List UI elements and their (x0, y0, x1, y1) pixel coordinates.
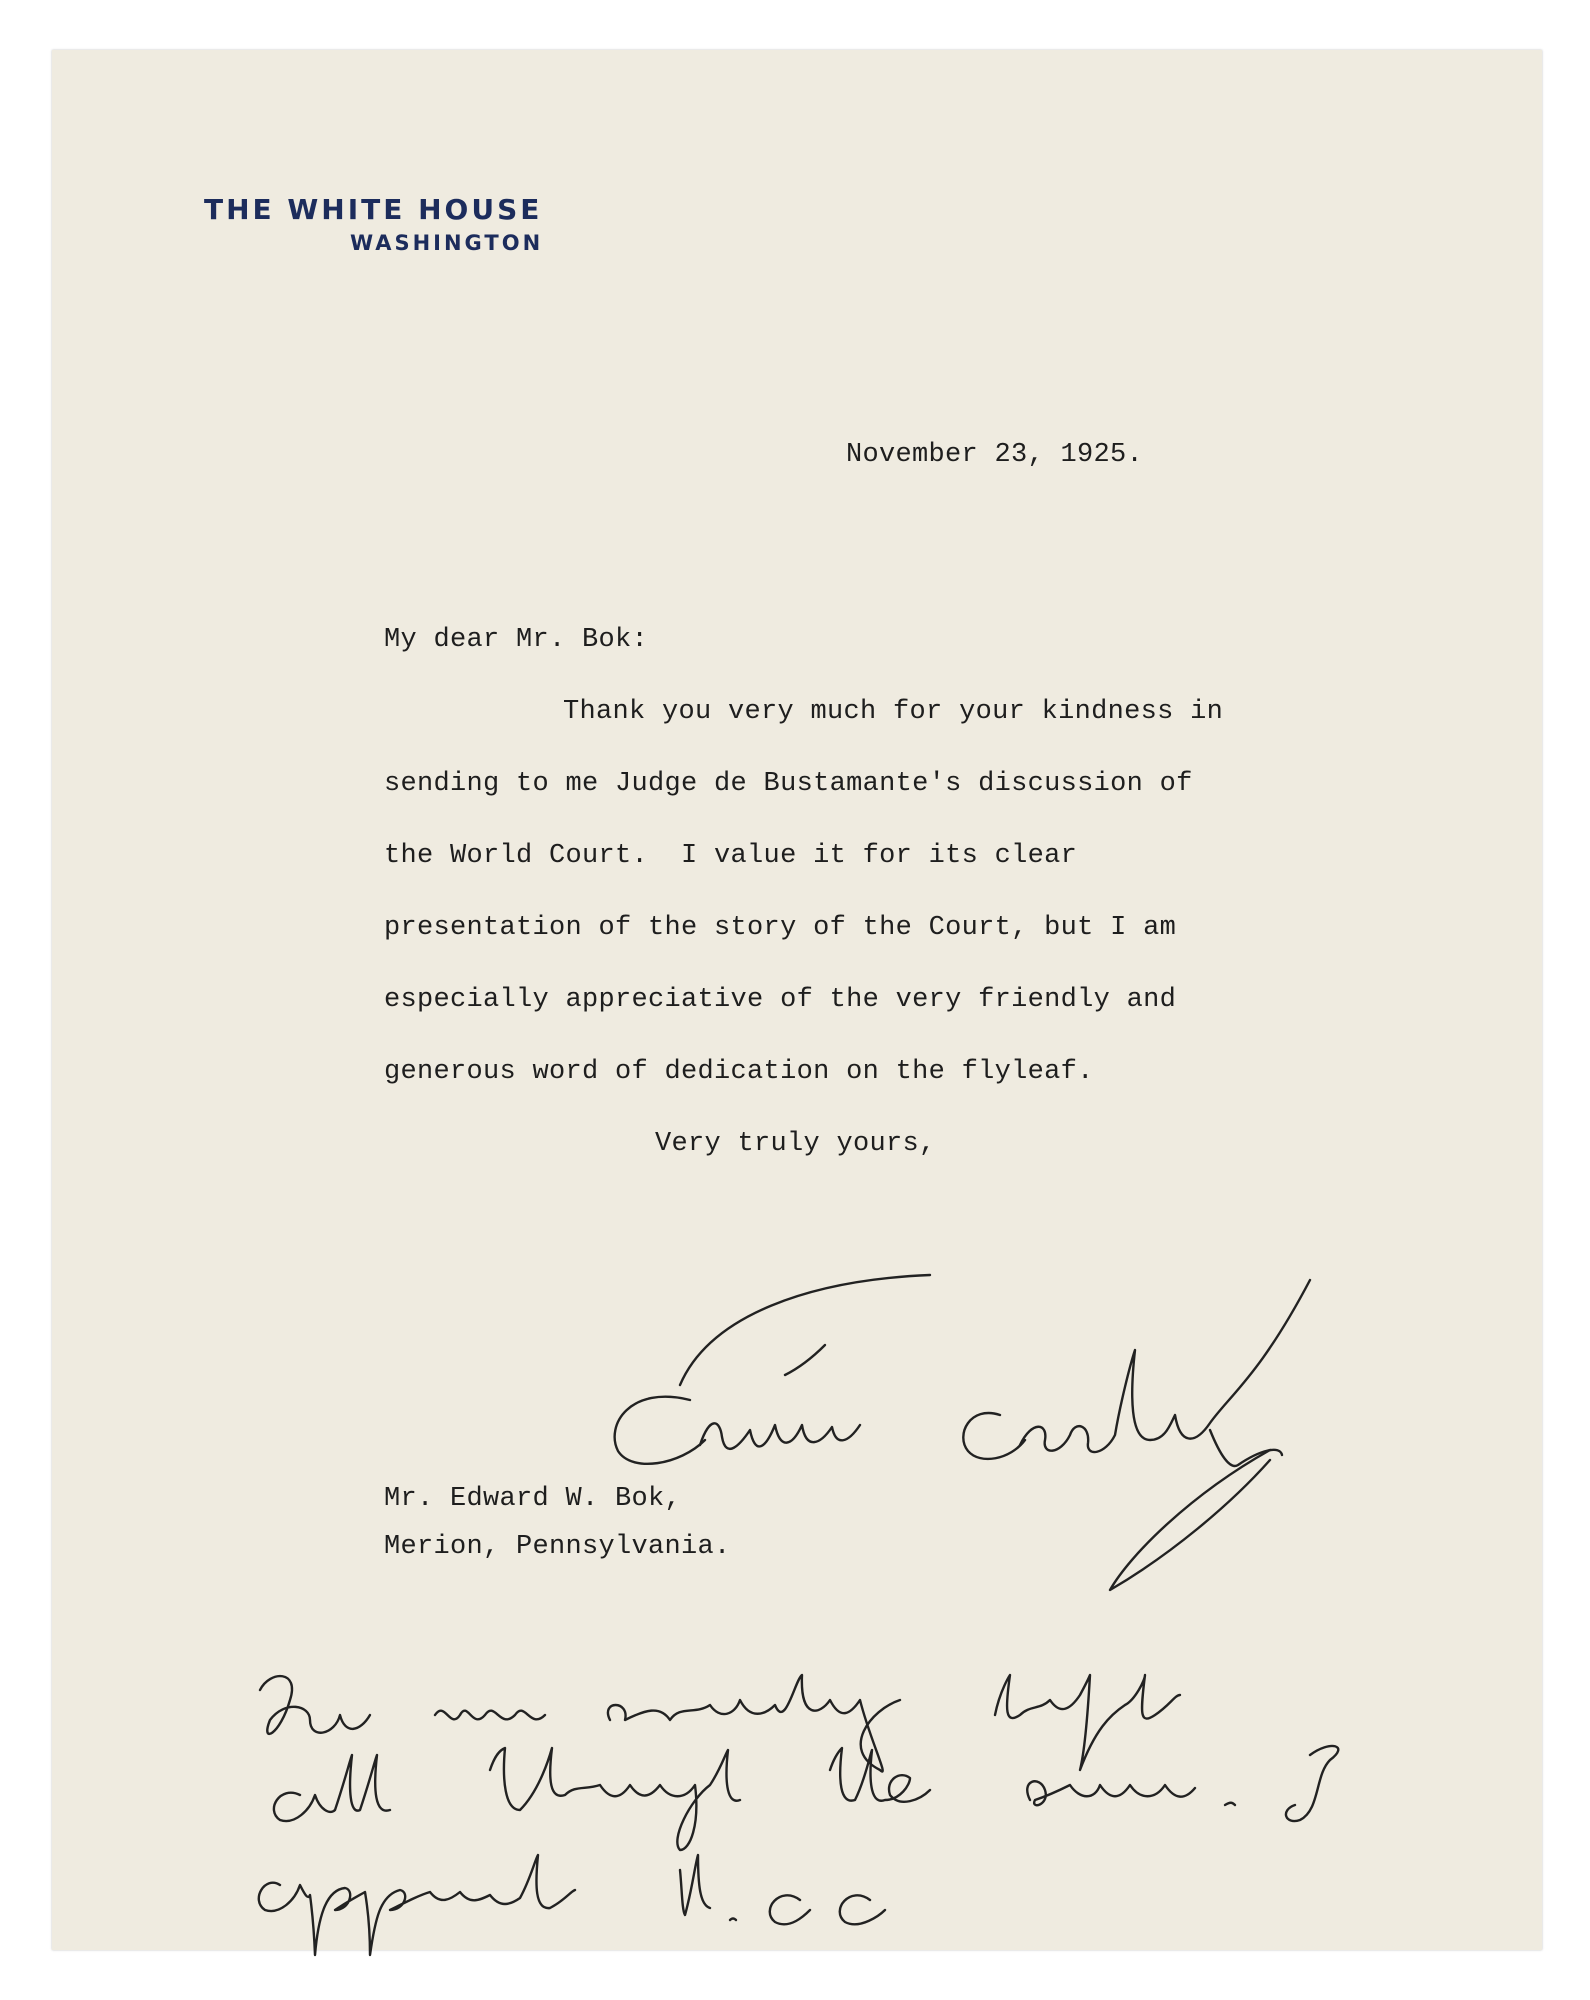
recipient-address: Merion, Pennsylvania. (384, 1532, 731, 1562)
salutation: My dear Mr. Bok: (384, 625, 649, 655)
handwritten-postscript (240, 1660, 1430, 1960)
body-line: especially appreciative of the very friendly and (384, 985, 1177, 1015)
letterhead-city: WASHINGTON (350, 231, 544, 255)
letterhead-title: THE WHITE HOUSE (204, 193, 543, 226)
body-line: sending to me Judge de Bustamante's discussion of (384, 769, 1193, 799)
body-line: Thank you very much for your kindness in (563, 697, 1224, 727)
body-line: the World Court. I value it for its clear (384, 841, 1078, 871)
body-line: presentation of the story of the Court, but I am (384, 913, 1177, 943)
closing: Very truly yours, (655, 1129, 936, 1159)
letter-date: November 23, 1925. (846, 440, 1144, 470)
recipient-name: Mr. Edward W. Bok, (384, 1484, 682, 1514)
body-line: generous word of dedication on the flyleaf. (384, 1057, 1094, 1087)
